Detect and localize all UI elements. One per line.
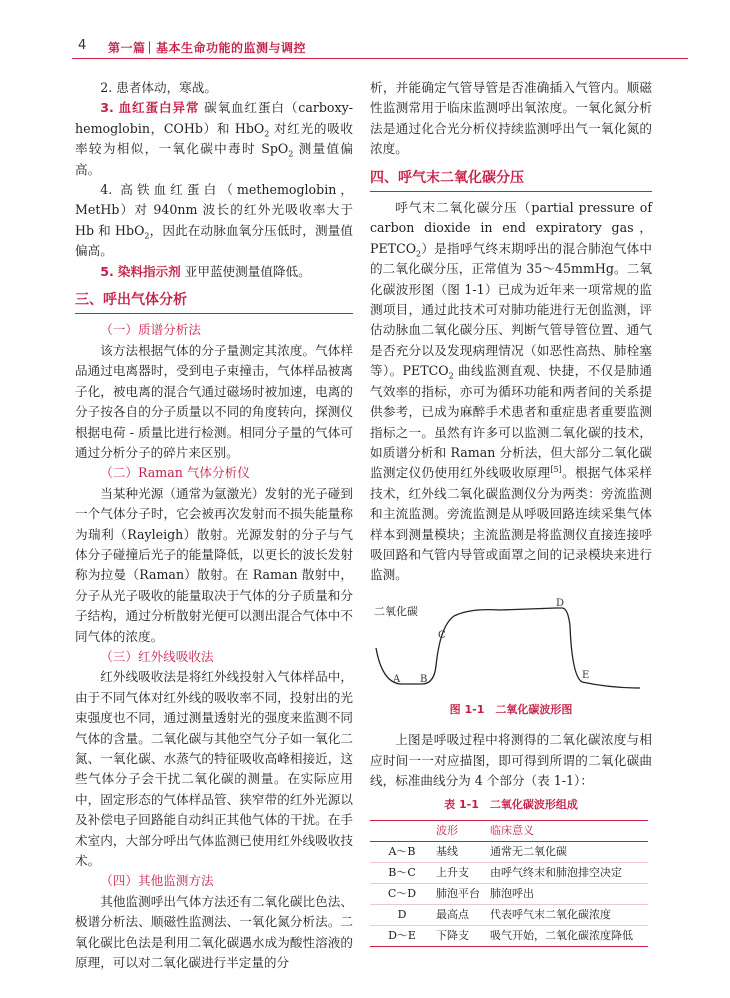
left-column (75, 78, 353, 973)
table-cell: 代表呼气末二氧化碳浓度 (490, 907, 611, 921)
list-item-2: 2. 患者体动，寒战。 (100, 80, 217, 95)
table-row (370, 904, 648, 925)
list-item-5: 5. 染料指示剂 亚甲蓝使测量值降低。 (100, 263, 311, 279)
term-hemoglobin-abnormal: 血红蛋白异常 (118, 100, 200, 116)
chapter-title: 基本生命功能的监测与调控 (156, 41, 307, 55)
table-cell: D (397, 907, 407, 921)
point-c-label: C (438, 629, 446, 641)
table-cell: 上升支 (436, 865, 469, 879)
co2-waveform-curve (370, 596, 652, 696)
figure-ylabel: 二氧化碳 (374, 604, 418, 618)
page-number: 4 (78, 38, 87, 53)
subsection-1-heading: （一）质谱分析法 (100, 322, 201, 338)
table-cell: 肺泡呼出 (490, 886, 534, 900)
part-label: 第一篇 (108, 41, 146, 55)
section-4-heading: 四、呼气末二氧化碳分压 (370, 168, 652, 192)
table-cell: B～C (388, 865, 416, 879)
subsection-3-heading: （三）红外线吸收法 (100, 648, 214, 664)
page-header (72, 36, 688, 59)
table-row (370, 883, 648, 904)
table-cell: 下降支 (436, 928, 469, 942)
table-cell: D～E (388, 928, 416, 942)
table-title: 表 1-1 二氧化碳波形组成 (444, 798, 578, 812)
table-cell: 最高点 (436, 907, 469, 921)
table-cell: C～D (387, 886, 417, 900)
right-column (370, 78, 652, 947)
section-3-heading: 三、呼出气体分析 (75, 290, 353, 314)
figure-caption: 图 1-1 二氧化碳波形图 (449, 702, 573, 716)
co2-waveform-table (370, 820, 648, 947)
point-e-label: E (582, 669, 590, 681)
subsection-1-body: 该方法根据气体的分子量测定其浓度。气体样品通过电离器时，受到电子束撞击，气体样品被离子化，被电离的混合气通过磁场时被加速，电离的分子按各自的分子质量以不同的角度转向，探测仪根据电荷 - 质量比进行检测。相同分子量的气体可通过分析分子的碎片来区别。 (75, 342, 353, 460)
running-title: 第一篇｜基本生命功能的监测与调控 (108, 41, 307, 55)
subsection-2-heading: （二）Raman 气体分析仪 (100, 465, 250, 481)
subsection-2-body: 当某种光源（通常为氩激光）发射的光子碰到一个气体分子时，它会被再次发射而不损失能量称为瑞利（Rayleigh）散射。光源发射的分子与气体分子碰撞后光子的能量降低，以更长的波长发射称为拉曼（Raman）散射。在 Raman 散射中，分子从光子吸收的能量取决于气体的分子质量和分子结构，通过分析散射光便可以测出混合气体中不同气体的浓度。 (75, 485, 353, 644)
co2-waveform-figure (370, 596, 652, 696)
petco2-paragraph: 呼气末二氧化碳分压（partial pressure of carbon dioxide in end expiratory gas，$PETCO_2$）是指呼气终末期呼出的混合肺泡气体中的二氧化碳分压，正常值为 35～45mmHg。二氧化碳波形图（图 1-1）已成为近年来一项常规的监测项目，通过此技术可对肺功能进行无创监测，评估动脉血二氧化碳分压、判断气管导管位置、通气是否充分以及发现病理情况（如恶性高热、肺栓塞等）。$PETCO_2$ 曲线监测直观、快捷，不仅是肺通气效率的指标，亦可为循环功能和两者间的关系提供参考，已成为麻醉手术患者和重症患者重要监测指标之一。虽然有许多可以监测二氧化碳的技术，如质谱分析和 Raman 分析法，但大部分二氧化碳监测定仪仍使用红外线吸收原理[5]。根据气体采样技术，红外线二氧化碳监测仪分为两类：旁流监测和主流监测。旁流监测是从呼吸回路连续采集气体样本到测量模块；主流监测是将监测仪直接连接呼吸回路和气管内导管或面罩之间的记录模块来进行监测。 (370, 200, 653, 583)
table-row (370, 862, 648, 883)
subsection-3-body: 红外线吸收法是将红外线投射入气体样品中，由于不同气体对红外线的吸收率不同，投射出的光束强度也不同，通过测量透射光的强度来监测不同气体的含量。二氧化碳与其他空气分子如一氧化二氮、一氧化碳、水蒸气的特征吸收高峰相接近，这些气体分子会干扰二氧化碳的测量。在实际应用中，固定形态的气体样品管、狭窄带的红外光源以及补偿电子回路能自动纠正其他气体的干扰。在手术室内，大部分呼出气体监测已使用红外线吸收技术。 (75, 669, 353, 869)
table-cell: 吸气开始，二氧化碳浓度降低 (490, 928, 633, 942)
list-item-4: 4. 高铁血红蛋白（methemoglobin，MetHb）对 940nm 波长的红外光吸收率大于 Hb 和 HbO$_2$，因此在动脉血氧分压低时，测量值偏高。 (75, 182, 354, 259)
continued-paragraph: 析，并能确定气管导管是否准确插入气管内。顺磁性监测常用于临床监测呼出氧浓度。一氧化氮分析法是通过化合光分析仪持续监测呼出气一氧化氮的浓度。 (370, 80, 652, 157)
table-header (370, 820, 434, 841)
point-d-label: D (556, 597, 565, 609)
list-item-3: 3. 血红蛋白异常 碳氧血红蛋白（carboxy-hemoglobin，COHb）和 HbO$_2$ 对红光的吸收率较为相似，一氧化碳中毒时 SpO$_2$ 测量值偏高。 (75, 100, 353, 177)
term-dye: 染料指示剂 (117, 263, 181, 279)
table-row (370, 925, 648, 946)
citation-5[interactable]: [5] (550, 465, 562, 475)
table-row (370, 841, 648, 862)
subsection-4-body: 其他监测呼出气体方法还有二氧化碳比色法、极谱分析法、顺磁性监测法、一氧化氮分析法。二氧化碳比色法是利用二氧化碳遇水成为酸性溶液的原理，可以对二氧化碳进行半定量的分 (75, 893, 353, 971)
table-cell: 由呼气终末和肺泡排空决定 (490, 865, 622, 879)
table-header: 波形 (436, 823, 458, 837)
curve-description: 上图是呼吸过程中将测得的二氧化碳浓度与相应时间一一对应描图，即可得到所谓的二氧化碳曲线，标准曲线分为 4 个部分（表 1-1）： (370, 732, 652, 788)
subsection-4-heading: （四）其他监测方法 (100, 873, 214, 889)
table-cell: A～B (388, 844, 416, 858)
point-b-label: B (420, 673, 428, 685)
point-a-label: A (393, 673, 401, 685)
table-cell: 通常无二氧化碳 (490, 844, 567, 858)
table-header: 临床意义 (490, 823, 534, 837)
table-header-row (370, 820, 648, 841)
table-cell: 肺泡平台 (436, 886, 480, 900)
table-cell: 基线 (436, 844, 458, 858)
